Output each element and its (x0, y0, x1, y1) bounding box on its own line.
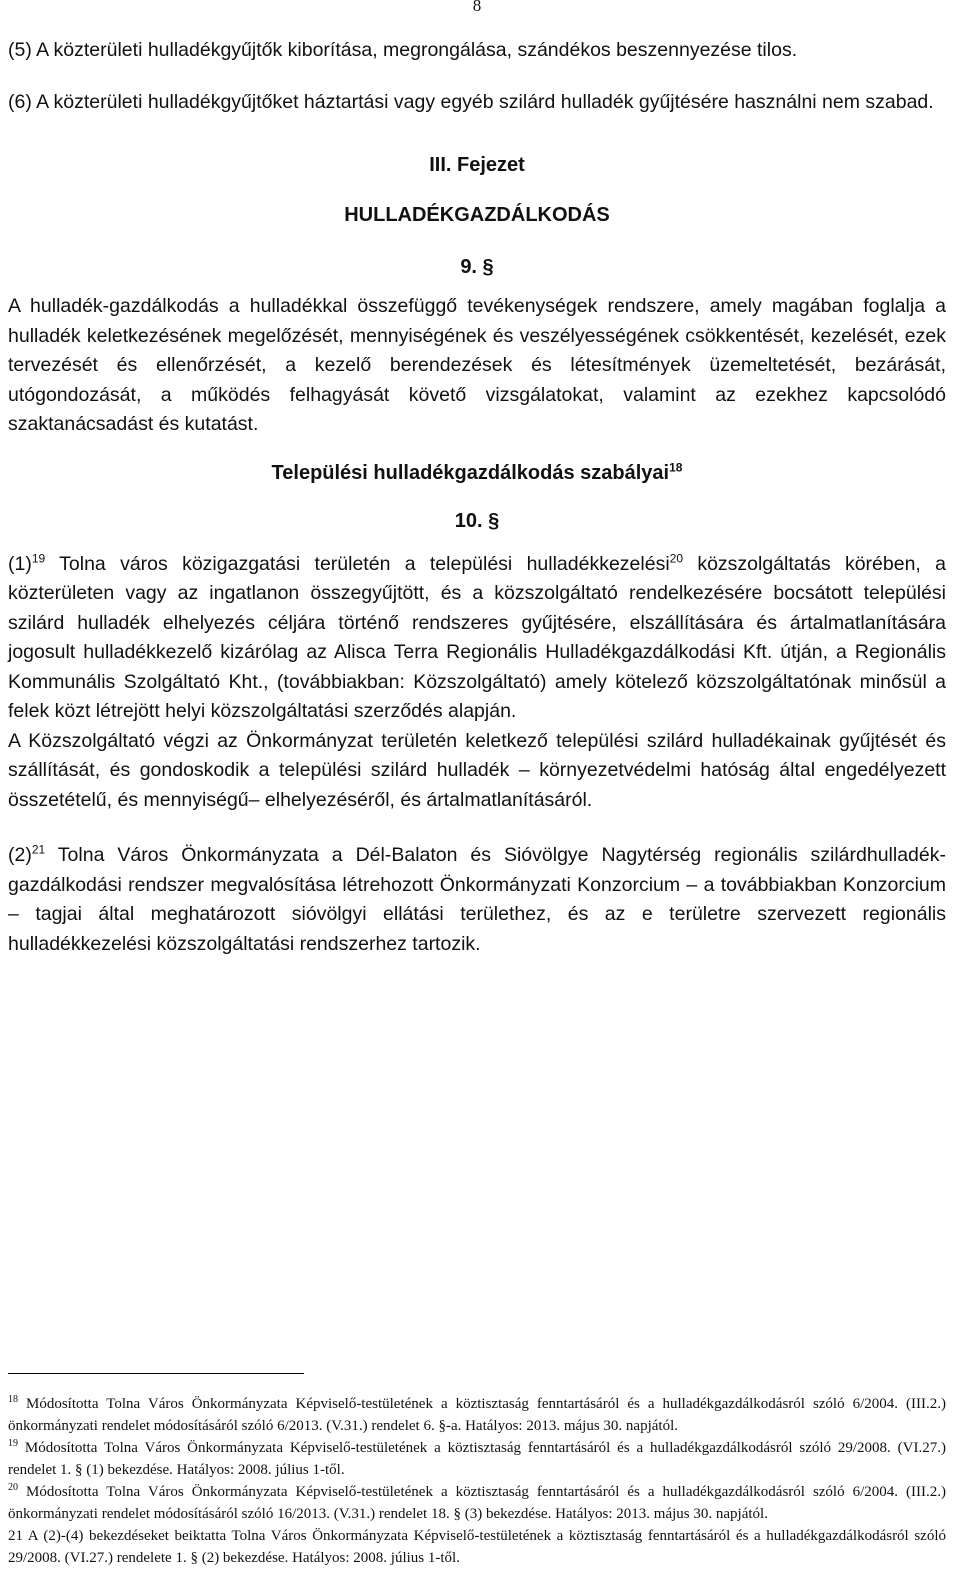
section-10-heading: 10. § (454, 509, 500, 532)
paragraph-5: (5) A közterületi hulladékgyűjtők kiborítása, megrongálása, szándékos beszennyezése tilos. (8, 39, 798, 61)
paragraph-text: közszolgáltatás körében, a közterületen vagy az ingatlanon összegyűjtött, és a közszolgáltató rendelkezésére bocsátott települési szilárd hulladék elhelyezés céljára történő rendszeres gyűjtésére, elszállítására és ártalmatlanítására jogosult hulladékkezelő kizárólag az Alisca Terra Regionális Hulladékgazdálkodási Kft. útján, a Regionális Kommunális Szolgáltató Kht., (továbbiakban: Közszolgáltató) amely kötelező közszolgáltatónak minősül a felek közt létrejött helyi közszolgáltatási szerződés alapján. (8, 552, 947, 722)
section-10-paragraph-1-continued: A Közszolgáltató végzi az Önkormányzat területén keletkező települési szilárd hulladékainak gyűjtését és szállítását, és gondoskodik a települési szilárd hulladék – környezetvédelmi hatóság által engedélyezett összetételű, és mennyiségű– elhelyezéséről, és ártalmatlanításáról. (8, 729, 946, 811)
paragraph-number: (2) (8, 844, 32, 866)
section-9-text: A hulladék-gazdálkodás a hulladékkal összefüggő tevékenységek rendszere, amely magában foglalja a hulladék keletkezésének megelőzését, mennyiségének és veszélyességének csökkentését, kezelését, ezek tervezését és ellenőrzését, a kezelő berendezések és létesítmények üzemeltetését, bezárását, utógondozását, a működés felhagyását követő vizsgálatokat, valamint az ezekhez kapcsolódó szaktanácsadást és kutatást. (8, 295, 946, 435)
paragraph-text: Tolna Város Önkormányzata a Dél-Balaton és Sióvölgye Nagytérség regionális szilárdhulladék-gazdálkodási rendszer megvalósítása létrehozott Önkormányzati Konzorcium – a továbbiakban Konzorcium – tagjai által meghatározott sióvölgyi ellátási területhez, és az e területre szervezett regionális hulladékkezelési közszolgáltatási rendszerhez tartozik. (8, 844, 946, 955)
footnote-number: 19 (8, 1438, 18, 1449)
footnote-divider (8, 1373, 304, 1374)
subheading (8, 458, 946, 488)
section-10-paragraph-1 (8, 550, 946, 727)
paragraph-6: (6) A közterületi hulladékgyűjtőket háztartási vagy egyéb szilárd hulladék gyűjtésére használni nem szabad. (8, 90, 934, 113)
footnote-number: 20 (8, 1482, 18, 1493)
footnote-20 (8, 1481, 946, 1525)
footnote-18 (8, 1393, 946, 1437)
section-9-heading: 9. § (460, 256, 494, 278)
page-number: 8 (472, 0, 482, 15)
footnote-text: Módosította Tolna Város Önkormányzata Képviselő-testületének a köztisztaság fenntartásáról és a hulladékgazdálkodásról szóló 6/2004. (III.2.) önkormányzati rendelet módosításáról szóló 6/2013. (V.31.) rendelet 6. §-a. Hatályos: 2013. május 30. napjától. (8, 1396, 946, 1434)
footnote-21: 21 A (2)-(4) bekezdéseket beiktatta Tolna Város Önkormányzata Képviselő-testületének a köztisztaság fenntartásáról és a hulladékgazdálkodásról szóló 29/2008. (VI.27.) rendelete 1. § (2) bekezdése. Hatályos: 2008. július 1-től. (8, 1528, 946, 1566)
chapter-title: HULLADÉKGAZDÁLKODÁS (344, 204, 610, 226)
footnote-19 (8, 1437, 946, 1481)
section-10-paragraph-2 (8, 841, 946, 959)
subheading-text: Települési hulladékgazdálkodás szabályai (271, 461, 670, 484)
footnote-number: 18 (8, 1394, 18, 1405)
footnote-text: Módosította Tolna Város Önkormányzata Képviselő-testületének a köztisztaság fenntartásáról és a hulladékgazdálkodásról szóló 29/2008. (VI.27.) rendelet 1. § (1) bekezdése. Hatályos: 2008. július 1-től. (8, 1440, 946, 1478)
footnotes (8, 1393, 946, 1569)
page-body (8, 36, 946, 959)
footnote-ref-19[interactable]: 19 (31, 551, 46, 565)
footnote-ref-20[interactable]: 20 (669, 551, 684, 565)
footnote-text: Módosította Tolna Város Önkormányzata Képviselő-testületének a köztisztaság fenntartásáról és a hulladékgazdálkodásról szóló 6/2004. (III.2.) önkormányzati rendelet módosításáról szóló 16/2013. (V.31.) rendelet 18. § (3) bekezdése. Hatályos: 2013. május 30. napjától. (8, 1484, 946, 1522)
paragraph-number: (1) (8, 552, 32, 575)
paragraph-text: Tolna város közigazgatási területén a települési hulladékkezelési (45, 552, 670, 575)
footnote-ref-18[interactable]: 18 (669, 459, 683, 474)
footnote-ref-21[interactable]: 21 (31, 842, 46, 857)
chapter-heading: III. Fejezet (429, 154, 525, 176)
